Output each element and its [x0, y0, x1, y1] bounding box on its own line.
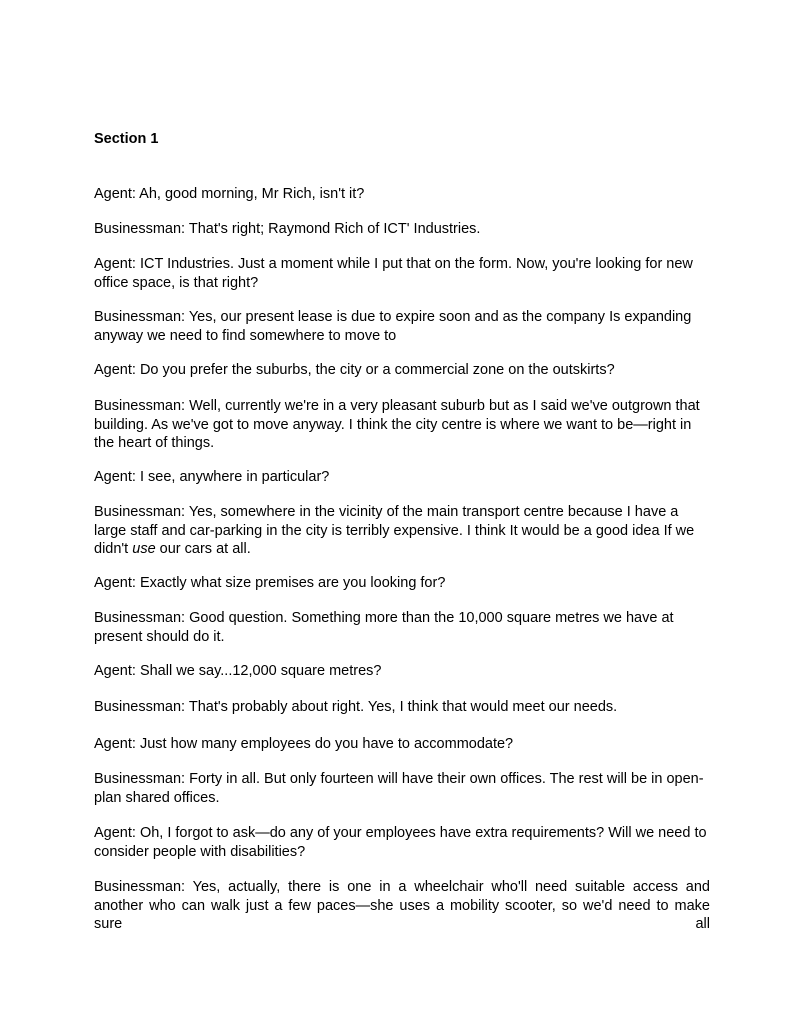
dialogue-line: Businessman: Well, currently we're in a very pleasant suburb but as I said we've outgrown that building. As we've got to move anyway. I think the city centre is where we want to be—right in the heart of things.	[94, 398, 700, 451]
dialogue-line: Businessman: That's right; Raymond Rich of ICT' Industries.	[94, 221, 481, 237]
dialogue-line: Businessman: Yes, our present lease is due to expire soon and as the company Is expanding anyway we need to find somewhere to move to	[94, 309, 692, 344]
section-heading: Section 1	[94, 131, 159, 147]
dialogue-line: Agent: I see, anywhere in particular?	[94, 469, 330, 485]
dialogue-text: Businessman: Yes, somewhere in the vicinity of the main transport centre because I have a large staff and car-parking in the city is terribly expensive. I think It would be a good idea If we didn't	[94, 504, 695, 557]
dialogue-line: Agent: Do you prefer the suburbs, the city or a commercial zone on the outskirts?	[94, 362, 615, 378]
dialogue-line: Agent: ICT Industries. Just a moment while I put that on the form. Now, you're looking for new office space, is that right?	[94, 256, 693, 291]
dialogue-line: Agent: Shall we say...12,000 square metres?	[94, 663, 382, 679]
dialogue-line: Agent: Exactly what size premises are you looking for?	[94, 575, 446, 591]
dialogue-line: Agent: Ah, good morning, Mr Rich, isn't it?	[94, 186, 365, 202]
dialogue-line	[94, 503, 710, 559]
emphasized-word: use	[132, 541, 156, 557]
dialogue-line: Agent: Just how many employees do you have to accommodate?	[94, 736, 514, 752]
dialogue-line: Businessman: Good question. Something more than the 10,000 square metres we have at present should do it.	[94, 610, 674, 645]
dialogue-line: Agent: Oh, I forgot to ask—do any of your employees have extra requirements? Will we need to consider people with disabilities?	[94, 825, 707, 860]
dialogue-line: Businessman: Yes, actually, there is one in a wheelchair who'll need suitable access and another who can walk just a few paces—she uses a mobility scooter, so we'd need to make sure all	[94, 879, 710, 932]
dialogue-line: Businessman: That's probably about right. Yes, I think that would meet our needs.	[94, 699, 618, 715]
dialogue-line: Businessman: Forty in all. But only fourteen will have their own offices. The rest will be in open-plan shared offices.	[94, 771, 704, 806]
dialogue-text: our cars at all.	[155, 541, 251, 557]
